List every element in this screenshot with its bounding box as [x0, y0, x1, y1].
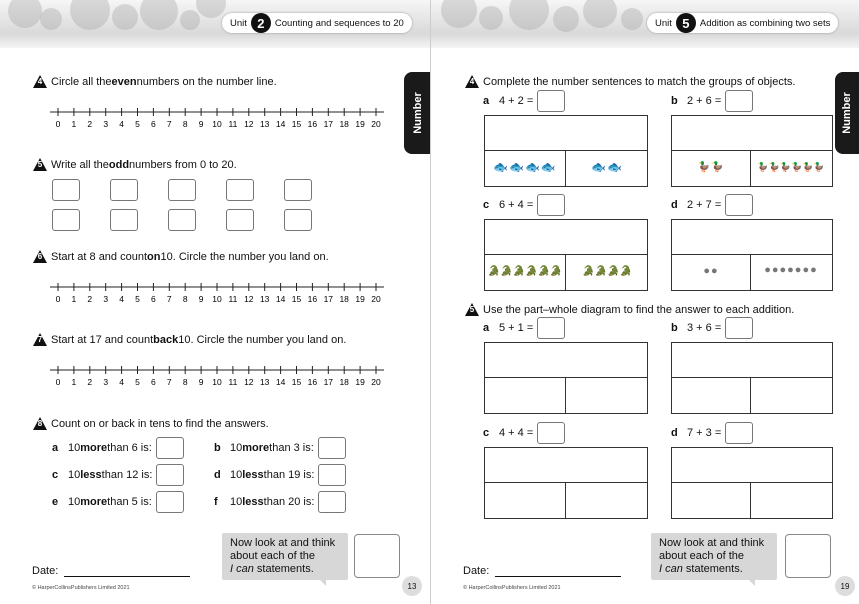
q5-item-a: a 5 + 1 =: [483, 317, 565, 339]
number-line-label[interactable]: 18: [339, 119, 349, 129]
number-line-label[interactable]: 13: [259, 377, 270, 387]
number-line-label[interactable]: 2: [87, 377, 93, 387]
number-line-label[interactable]: 15: [291, 294, 302, 304]
number-line-3: [50, 364, 386, 388]
part-box[interactable]: [672, 378, 751, 413]
fish-icon: 🐟🐟: [591, 160, 623, 174]
number-line-label[interactable]: 11: [228, 294, 238, 304]
q8-item-e: e 10 more than 5 is:: [52, 491, 184, 513]
question-number-badge: 4: [33, 75, 47, 88]
note-tail: [316, 576, 326, 586]
number-line-label[interactable]: 4: [119, 377, 124, 387]
number-line-label[interactable]: 0: [55, 294, 61, 304]
answer-box[interactable]: [110, 209, 138, 231]
crocodile-icon: 🐊🐊🐊🐊🐊🐊: [487, 265, 563, 277]
unit-label: Unit: [230, 17, 247, 29]
q8-item-b: b 10 more than 3 is:: [214, 437, 346, 459]
part-whole-diagram: [484, 447, 648, 519]
answer-box[interactable]: [156, 437, 184, 459]
number-line-label[interactable]: 20: [371, 377, 381, 387]
number-line-label[interactable]: 11: [228, 119, 238, 129]
number-line-label[interactable]: 17: [323, 294, 334, 304]
ball-icon: ●●●●●●●: [764, 264, 818, 276]
question-number-badge: 8: [33, 417, 47, 430]
number-line-label[interactable]: 16: [307, 294, 318, 304]
answer-box[interactable]: [52, 209, 80, 231]
date-label: Date:: [463, 565, 490, 577]
number-line-label[interactable]: 6: [151, 294, 156, 304]
number-line-label[interactable]: 14: [275, 377, 286, 387]
number-line-label[interactable]: 20: [371, 119, 381, 129]
unit-label: Unit: [655, 17, 672, 29]
number-line-label[interactable]: 19: [355, 294, 365, 304]
reflection-note: Now look at and think about each of the I can statements.: [222, 533, 348, 580]
number-line-label[interactable]: 4: [119, 119, 124, 129]
question-5: 5 Write all the odd numbers from 0 to 20.: [33, 158, 237, 171]
number-line-label[interactable]: 17: [323, 377, 334, 387]
side-tab: [404, 72, 431, 154]
number-line-label[interactable]: 2: [87, 294, 93, 304]
question-5: 5 Use the part–whole diagram to find the answer to each addition.: [465, 303, 794, 316]
side-tab: [835, 72, 859, 154]
q4-item-c: c 6 + 4 =: [483, 194, 565, 216]
crocodile-icon: 🐊🐊🐊🐊: [582, 265, 632, 277]
number-line-label[interactable]: 1: [71, 294, 77, 304]
number-line-label[interactable]: 10: [212, 294, 222, 304]
self-check-box[interactable]: [354, 534, 400, 578]
answer-box[interactable]: [168, 179, 196, 201]
reflection-note: Now look at and think about each of the I can statements.: [651, 533, 777, 580]
whole-box[interactable]: [485, 343, 647, 378]
number-line-label[interactable]: 16: [307, 377, 318, 387]
number-line-2: [50, 281, 386, 305]
number-line-label[interactable]: 12: [244, 294, 254, 304]
question-7: 7 Start at 17 and count back 10. Circle the number you land on.: [33, 333, 346, 346]
number-line-label[interactable]: 5: [135, 377, 140, 387]
side-tab-label: Number: [841, 92, 853, 134]
number-line-label[interactable]: 19: [355, 119, 365, 129]
self-check-box[interactable]: [785, 534, 831, 578]
answer-box[interactable]: [537, 422, 565, 444]
unit-number: 5: [676, 13, 696, 33]
unit-number: 2: [251, 13, 271, 33]
whole-box[interactable]: [485, 116, 647, 151]
number-line-label[interactable]: 8: [182, 377, 188, 387]
number-line-label[interactable]: 8: [182, 294, 188, 304]
number-line-label[interactable]: 13: [259, 119, 270, 129]
page-number: 19: [835, 576, 855, 596]
question-number-badge: 5: [465, 303, 479, 316]
date-label: Date:: [32, 565, 59, 577]
duck-icon: 🦆🦆: [697, 161, 725, 173]
q5-item-b: b 3 + 6 =: [671, 317, 753, 339]
unit-title: Addition as combining two sets: [699, 17, 831, 29]
unit-header: [222, 13, 412, 33]
answer-box[interactable]: [725, 194, 753, 216]
number-line-label[interactable]: 6: [151, 377, 156, 387]
header-banner: [431, 0, 859, 48]
whole-box[interactable]: [672, 343, 832, 378]
answer-box[interactable]: [537, 317, 565, 339]
number-line-label[interactable]: 7: [166, 377, 172, 387]
number-line-label[interactable]: 12: [244, 119, 254, 129]
date-line[interactable]: [495, 576, 621, 577]
number-line-label[interactable]: 0: [55, 377, 61, 387]
number-line-label[interactable]: 10: [212, 119, 222, 129]
question-6: 6 Start at 8 and count on 10. Circle the number you land on.: [33, 250, 329, 263]
side-tab-label: Number: [412, 92, 424, 134]
number-line-label[interactable]: 8: [182, 119, 188, 129]
number-line-label[interactable]: 6: [151, 119, 156, 129]
number-line-label[interactable]: 14: [275, 294, 286, 304]
whole-box[interactable]: [672, 448, 832, 483]
q4-item-b: b 2 + 6 =: [671, 90, 753, 112]
number-line-label[interactable]: 18: [339, 377, 349, 387]
part-whole-diagram: [484, 342, 648, 414]
number-line-label[interactable]: 10: [212, 377, 222, 387]
fish-icon: 🐟🐟🐟🐟: [493, 160, 557, 174]
answer-box[interactable]: [110, 179, 138, 201]
answer-box[interactable]: [318, 464, 346, 486]
answer-box[interactable]: [284, 179, 312, 201]
answer-box[interactable]: [318, 437, 346, 459]
answer-box[interactable]: [537, 194, 565, 216]
number-line-label[interactable]: 17: [323, 119, 334, 129]
number-line-label[interactable]: 7: [166, 119, 172, 129]
q4-item-a: a 4 + 2 =: [483, 90, 565, 112]
q8-item-f: f 10 less than 20 is:: [214, 491, 346, 513]
number-line-label[interactable]: 2: [87, 119, 93, 129]
q5-item-d: d 7 + 3 =: [671, 422, 753, 444]
answer-box[interactable]: [156, 464, 184, 486]
answer-box[interactable]: [156, 491, 184, 513]
answer-box[interactable]: [725, 317, 753, 339]
number-line-label[interactable]: 14: [275, 119, 286, 129]
number-line-label[interactable]: 18: [339, 294, 349, 304]
number-line-label[interactable]: 4: [119, 294, 124, 304]
number-line-label[interactable]: 0: [55, 119, 61, 129]
part-whole-diagram: [671, 447, 833, 519]
number-line-label[interactable]: 9: [198, 294, 204, 304]
copyright: © HarperCollinsPublishers Limited 2021: [32, 585, 130, 591]
answer-box[interactable]: [284, 209, 312, 231]
number-line-label[interactable]: 3: [103, 294, 109, 304]
part-box[interactable]: [485, 483, 566, 518]
number-line-label[interactable]: 5: [135, 294, 140, 304]
whole-box[interactable]: [672, 220, 832, 255]
number-line-label[interactable]: 5: [135, 119, 140, 129]
number-line-label[interactable]: 3: [103, 377, 109, 387]
question-4: 4 Circle all the even numbers on the number line.: [33, 75, 277, 88]
whole-box[interactable]: [485, 448, 647, 483]
answer-box[interactable]: [226, 209, 254, 231]
header-banner: [0, 0, 430, 48]
number-line-label[interactable]: 1: [71, 119, 77, 129]
number-line-label[interactable]: 20: [371, 294, 381, 304]
question-4: 4 Complete the number sentences to match the groups of objects.: [465, 75, 795, 88]
page-number: 13: [402, 576, 422, 596]
duck-icon: 🦆🦆🦆🦆🦆🦆: [757, 161, 825, 172]
part-box[interactable]: [672, 483, 751, 518]
answer-box[interactable]: [226, 179, 254, 201]
whole-box[interactable]: [485, 220, 647, 255]
number-line-label[interactable]: 11: [228, 377, 238, 387]
question-number-badge: 4: [465, 75, 479, 88]
answer-box[interactable]: [52, 179, 80, 201]
date-line[interactable]: [64, 576, 190, 577]
answer-box[interactable]: [168, 209, 196, 231]
q8-item-c: c 10 less than 12 is:: [52, 464, 184, 486]
part-whole-diagram: [671, 342, 833, 414]
unit-header: [647, 13, 838, 33]
answer-box[interactable]: [537, 90, 565, 112]
copyright: © HarperCollinsPublishers Limited 2021: [463, 585, 561, 591]
number-line-label[interactable]: 9: [198, 119, 204, 129]
q5-item-c: c 4 + 4 =: [483, 422, 565, 444]
whole-box[interactable]: [672, 116, 832, 151]
unit-title: Counting and sequences to 20: [274, 17, 404, 29]
number-line-label[interactable]: 13: [259, 294, 270, 304]
question-8: 8 Count on or back in tens to find the answers.: [33, 417, 269, 430]
number-line-label[interactable]: 15: [291, 119, 302, 129]
note-tail: [745, 576, 755, 586]
number-line-label[interactable]: 3: [103, 119, 109, 129]
number-line-label[interactable]: 7: [166, 294, 172, 304]
number-line-label[interactable]: 15: [291, 377, 302, 387]
number-line-label[interactable]: 1: [71, 377, 77, 387]
number-line-1: [50, 106, 386, 130]
answer-box[interactable]: [725, 422, 753, 444]
q8-item-a: a 10 more than 6 is:: [52, 437, 184, 459]
q8-item-d: d 10 less than 19 is:: [214, 464, 346, 486]
number-line-label[interactable]: 9: [198, 377, 204, 387]
number-line-label[interactable]: 16: [307, 119, 318, 129]
question-number-badge: 6: [33, 250, 47, 263]
question-number-badge: 5: [33, 158, 47, 171]
answer-box[interactable]: [725, 90, 753, 112]
number-line-label[interactable]: 12: [244, 377, 254, 387]
q4-item-d: d 2 + 7 =: [671, 194, 753, 216]
ball-icon: ●●: [703, 265, 719, 277]
question-number-badge: 7: [33, 333, 47, 346]
number-line-label[interactable]: 19: [355, 377, 365, 387]
answer-box[interactable]: [318, 491, 346, 513]
part-box[interactable]: [485, 378, 566, 413]
right-page: [431, 0, 859, 604]
